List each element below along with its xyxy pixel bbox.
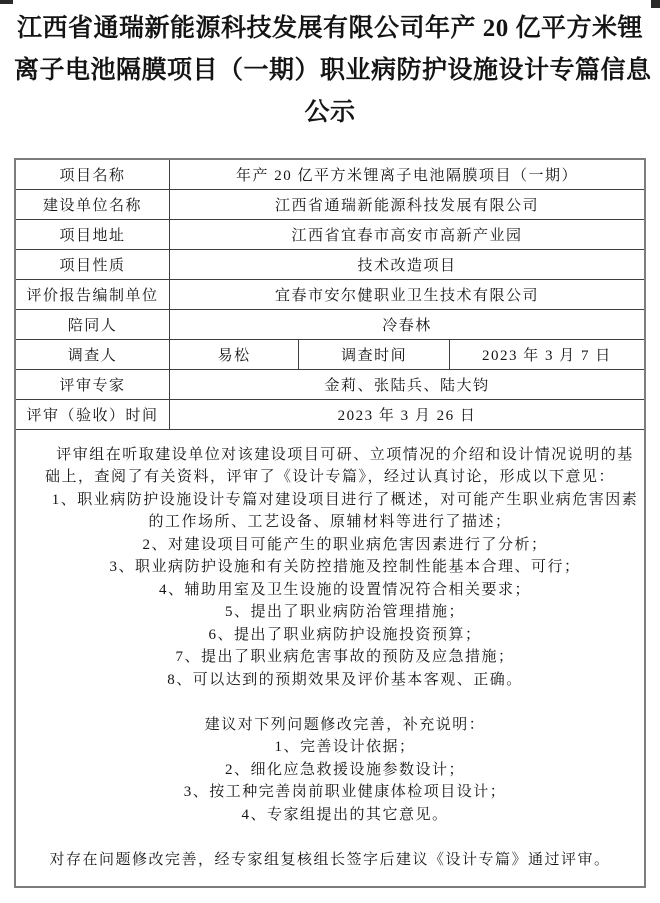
opinion-paragraph: 8、可以达到的预期效果及评价基本客观、正确。 (167, 671, 523, 688)
opinion-paragraph: 建议对下列问题修改完善，补充说明： (204, 716, 486, 733)
report-unit-value: 宜春市安尔健职业卫生技术有限公司 (169, 279, 645, 309)
table-row-project-address (15, 219, 645, 249)
project-nature-label: 项目性质 (15, 249, 169, 279)
project-name-label: 项目名称 (15, 159, 169, 189)
experts-label: 评审专家 (15, 369, 169, 399)
opinion-paragraph: 4、辅助用室及卫生设施的设置情况符合相关要求； (158, 581, 531, 598)
opinion-paragraph: 3、职业病防护设施和有关防控措施及控制性能基本合理、可行； (109, 559, 581, 576)
opinion-paragraph: 3、按工种完善岗前职业健康体检项目设计； (183, 784, 507, 801)
experts-value: 金莉、张陆兵、陆大钧 (169, 369, 645, 399)
investigator-value: 易松 (169, 339, 298, 369)
title-line-3: 公示 (304, 99, 356, 126)
opinion-paragraph: 5、提出了职业病防治管理措施； (224, 604, 465, 621)
opinion-paragraph: 1、完善设计依据； (274, 739, 416, 756)
opinion-paragraph: 评审组在听取建设单位对该建设项目可研、立项情况的介绍和设计情况说明的基础上，查阅了有关资料，评审了《设计专篇》，经过认真讨论，形成以下意见： (44, 446, 634, 486)
table-row-review-opinion (15, 429, 645, 887)
opinion-blank-line (20, 826, 640, 849)
review-time-value: 2023 年 3 月 26 日 (169, 399, 645, 429)
accompanying-person-label: 陪同人 (15, 309, 169, 339)
report-unit-label: 评价报告编制单位 (15, 279, 169, 309)
project-nature-value: 技术改造项目 (169, 249, 645, 279)
construction-unit-value: 江西省通瑞新能源科技发展有限公司 (169, 189, 645, 219)
opinion-conclusion: 对存在问题修改完善，经专家组复核组长签字后建议《设计专篇》通过评审。 (49, 851, 611, 868)
accompanying-person-value: 冷春林 (169, 309, 645, 339)
table-row-report-unit (15, 279, 645, 309)
opinion-paragraph: 2、细化应急救援设施参数设计； (224, 761, 465, 778)
opinion-paragraph: 6、提出了职业病防护设施投资预算； (208, 626, 482, 643)
opinion-blank-line (20, 691, 640, 714)
table-row-project-nature (15, 249, 645, 279)
opinion-paragraph: 7、提出了职业病危害事故的预防及应急措施； (175, 649, 515, 666)
construction-unit-label: 建设单位名称 (15, 189, 169, 219)
project-info-table (14, 158, 646, 888)
table-row-project-name (15, 159, 645, 189)
project-address-value: 江西省宜春市高安市高新产业园 (169, 219, 645, 249)
investigator-label: 调查人 (15, 339, 169, 369)
project-address-label: 项目地址 (15, 219, 169, 249)
opinion-paragraph: 1、职业病防护设施设计专篇对建设项目进行了概述，对可能产生职业病危害因素的工作场所、工艺设备、原辅材料等进行了描述； (51, 491, 639, 531)
table-row-review-time (15, 399, 645, 429)
table-row-experts (15, 369, 645, 399)
page-title (14, 0, 652, 134)
project-name-value: 年产 20 亿平方米锂离子电池隔膜项目（一期） (169, 159, 645, 189)
review-opinion-cell (15, 429, 645, 887)
investigation-time-value: 2023 年 3 月 7 日 (449, 339, 645, 369)
opinion-paragraph: 2、对建设项目可能产生的职业病危害因素进行了分析； (142, 536, 548, 553)
title-line-1: 江西省通瑞新能源科技发展有限公司年产 20 亿平方米锂 (16, 15, 643, 42)
title-line-2: 离子电池隔膜项目（一期）职业病防护设施设计专篇信息 (14, 57, 652, 84)
opinion-paragraph: 4、专家组提出的其它意见。 (241, 806, 449, 823)
review-time-label: 评审（验收）时间 (15, 399, 169, 429)
scan-artifact-top-left (0, 0, 13, 4)
investigation-time-label: 调查时间 (299, 339, 449, 369)
table-row-investigation (15, 339, 645, 369)
table-row-accompanying-person (15, 309, 645, 339)
scan-artifact-top-right (651, 0, 660, 8)
table-row-construction-unit (15, 189, 645, 219)
